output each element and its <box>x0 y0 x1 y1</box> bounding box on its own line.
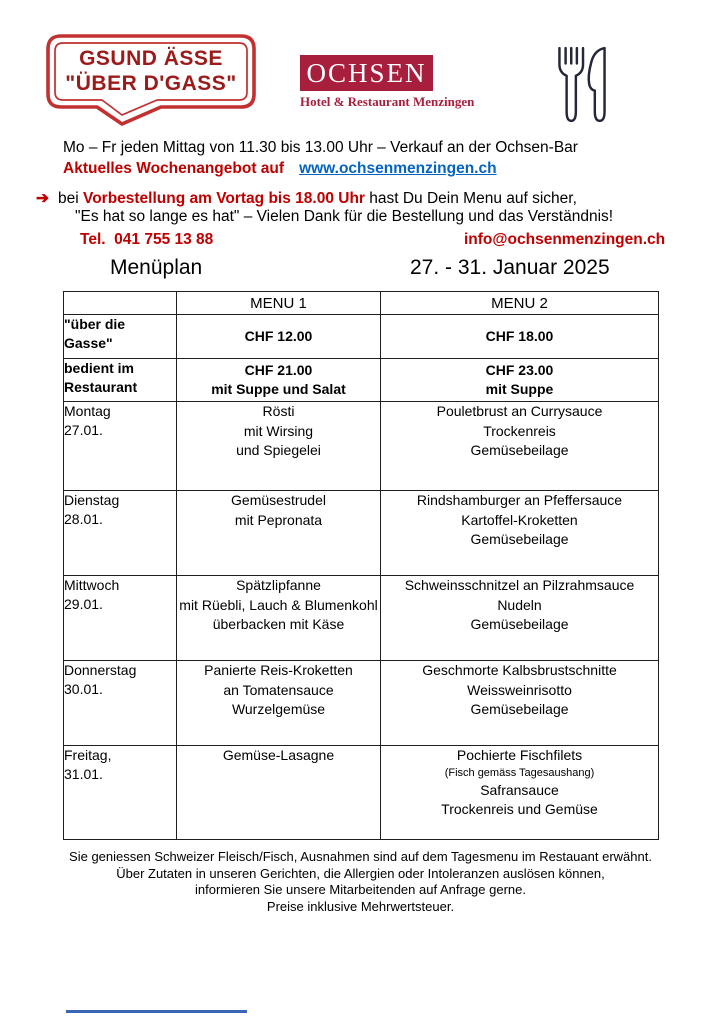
text-line: Panierte Reis-Kroketten <box>204 662 353 678</box>
day-date: 27.01. <box>64 422 103 438</box>
text-line: Gemüsebeilage <box>470 442 569 458</box>
footer-line: Sie geniessen Schweizer Fleisch/Fisch, Ausnahmen sind auf dem Tagesmenu im Restauant erwähnt. <box>69 849 652 864</box>
ochsen-wordmark: OCHSEN <box>300 55 433 91</box>
text-line: Schweinsschnitzel an Pilzrahmsauce <box>404 577 635 593</box>
bubble-logo-line1: GSUND ÄSSE <box>79 47 223 70</box>
day-name: Mittwoch <box>64 577 120 593</box>
corner-cell <box>64 292 177 315</box>
day-date: 30.01. <box>64 681 103 697</box>
email-address[interactable]: info@ochsenmenzingen.ch <box>464 231 666 248</box>
day-row <box>64 491 659 576</box>
text-line: CHF 12.00 <box>244 328 313 344</box>
ochsen-logo <box>300 55 475 110</box>
text-line: mit Rüebli, Lauch & Blumenkohl <box>179 596 378 613</box>
day-label <box>64 402 177 491</box>
menu1-dish <box>177 402 381 491</box>
text-line: Safransauce <box>480 781 559 798</box>
menu2-dish <box>381 746 659 840</box>
text-line: mit Pepronata <box>234 511 323 528</box>
bottom-blue-line <box>66 1010 247 1013</box>
day-name: Montag <box>64 403 111 419</box>
text-line: bedient im <box>64 360 135 376</box>
day-row <box>64 661 659 746</box>
price-row-label <box>64 315 177 359</box>
menu2-header: MENU 2 <box>381 292 659 315</box>
menu2-dish <box>381 661 659 746</box>
date-range: 27. - 31. Januar 2025 <box>410 256 610 279</box>
text-line: Nudeln <box>497 596 542 613</box>
arrow-icon: ➔ <box>36 190 49 207</box>
text-line: Pochierte Fischfilets <box>456 747 583 763</box>
menu1-header: MENU 1 <box>177 292 381 315</box>
text-line: Gasse" <box>64 335 113 351</box>
price-row <box>64 359 659 402</box>
text-line: Trockenreis <box>483 422 556 439</box>
text-line: Rösti <box>262 403 295 419</box>
offer-label: Aktuelles Wochenangebot auf <box>63 160 285 177</box>
price-row-label <box>64 359 177 402</box>
fork-and-knife-icon <box>553 44 611 126</box>
weekly-offer-line <box>63 160 497 178</box>
footer-line: Preise inklusive Mehrwertsteuer. <box>266 898 455 914</box>
menu1-dish <box>177 576 381 661</box>
menu2-dish <box>381 576 659 661</box>
text-line: Geschmorte Kalbsbrustschnitte <box>422 662 617 678</box>
menu2-dish <box>381 491 659 576</box>
menu2-price <box>381 315 659 359</box>
day-name: Donnerstag <box>64 662 137 678</box>
gsund-aesse-logo <box>45 33 257 127</box>
bubble-logo-line2: "ÜBER D'GASS" <box>65 72 237 95</box>
day-row <box>64 746 659 840</box>
text-line: Gemüsestrudel <box>231 492 326 508</box>
menu1-price <box>177 359 381 402</box>
day-name: Freitag, <box>64 747 112 763</box>
bubble-logo-text <box>45 46 257 96</box>
day-label <box>64 576 177 661</box>
day-date: 29.01. <box>64 596 103 612</box>
text-line: mit Suppe und Salat <box>211 381 346 397</box>
menu1-dish <box>177 491 381 576</box>
text-line: CHF 21.00 <box>244 362 313 378</box>
day-name: Dienstag <box>64 492 120 508</box>
text-line: Pouletbrust an Currysauce <box>436 403 603 419</box>
availability-line: "Es hat so lange es hat" – Vielen Dank für die Bestellung und das Verständnis! <box>75 208 614 225</box>
opening-hours-line: Mo – Fr jeden Mittag von 11.30 bis 13.00 Uhr – Verkauf an der Ochsen-Bar <box>63 139 578 156</box>
text-line: Gemüsebeilage <box>470 531 569 547</box>
menu-table <box>63 291 659 840</box>
menu2-price <box>381 359 659 402</box>
day-label <box>64 746 177 840</box>
text-line: Wurzelgemüse <box>231 701 326 717</box>
text-line: (Fisch gemäss Tagesaushang) <box>444 766 595 779</box>
footer-line: Über Zutaten in unseren Gerichten, die Allergien oder Intoleranzen auslösen können, <box>116 865 605 881</box>
text-line: überbacken mit Käse <box>212 616 345 632</box>
ochsen-subtitle: Hotel & Restaurant Menzingen <box>300 94 475 109</box>
page-title: Menüplan <box>110 256 203 279</box>
table-header-row <box>64 292 659 315</box>
footer-line: informieren Sie unsere Mitarbeitenden auf Anfrage gerne. <box>195 882 526 897</box>
day-row <box>64 576 659 661</box>
text-line: an Tomatensauce <box>223 681 334 698</box>
text-line: Weissweinrisotto <box>467 681 572 698</box>
website-link[interactable]: www.ochsenmenzingen.ch <box>299 160 497 177</box>
text-line: CHF 23.00 <box>485 362 554 378</box>
text-line: mit Wirsing <box>243 422 314 439</box>
preorder-prefix: bei <box>58 190 83 207</box>
price-row <box>64 315 659 359</box>
text-line: Gemüse-Lasagne <box>222 747 335 763</box>
text-line: Restaurant <box>64 379 138 395</box>
text-line: und Spiegelei <box>236 442 321 458</box>
day-date: 28.01. <box>64 511 103 527</box>
day-date: 31.01. <box>64 766 103 782</box>
day-label <box>64 661 177 746</box>
phone-number: Tel. 041 755 13 88 <box>80 231 214 248</box>
day-label <box>64 491 177 576</box>
text-line: CHF 18.00 <box>485 328 554 344</box>
text-line: Gemüsebeilage <box>470 701 569 717</box>
menu1-price <box>177 315 381 359</box>
text-line: Gemüsebeilage <box>470 616 569 632</box>
text-line: Kartoffel-Kroketten <box>461 511 578 528</box>
footer-notes <box>0 849 721 915</box>
text-line: "über die <box>64 316 126 332</box>
text-line: Spätzlipfanne <box>236 577 321 593</box>
preorder-suffix: hast Du Dein Menu auf sicher, <box>364 190 577 207</box>
menu1-dish <box>177 661 381 746</box>
text-line: mit Suppe <box>485 381 554 397</box>
text-line: Rindshamburger an Pfeffersauce <box>416 492 623 508</box>
preorder-highlight: Vorbestellung am Vortag bis 18.00 Uhr <box>83 190 365 207</box>
text-line: Trockenreis und Gemüse <box>441 801 598 817</box>
preorder-line <box>36 189 577 208</box>
day-row <box>64 402 659 491</box>
menu1-dish <box>177 746 381 840</box>
menu2-dish <box>381 402 659 491</box>
